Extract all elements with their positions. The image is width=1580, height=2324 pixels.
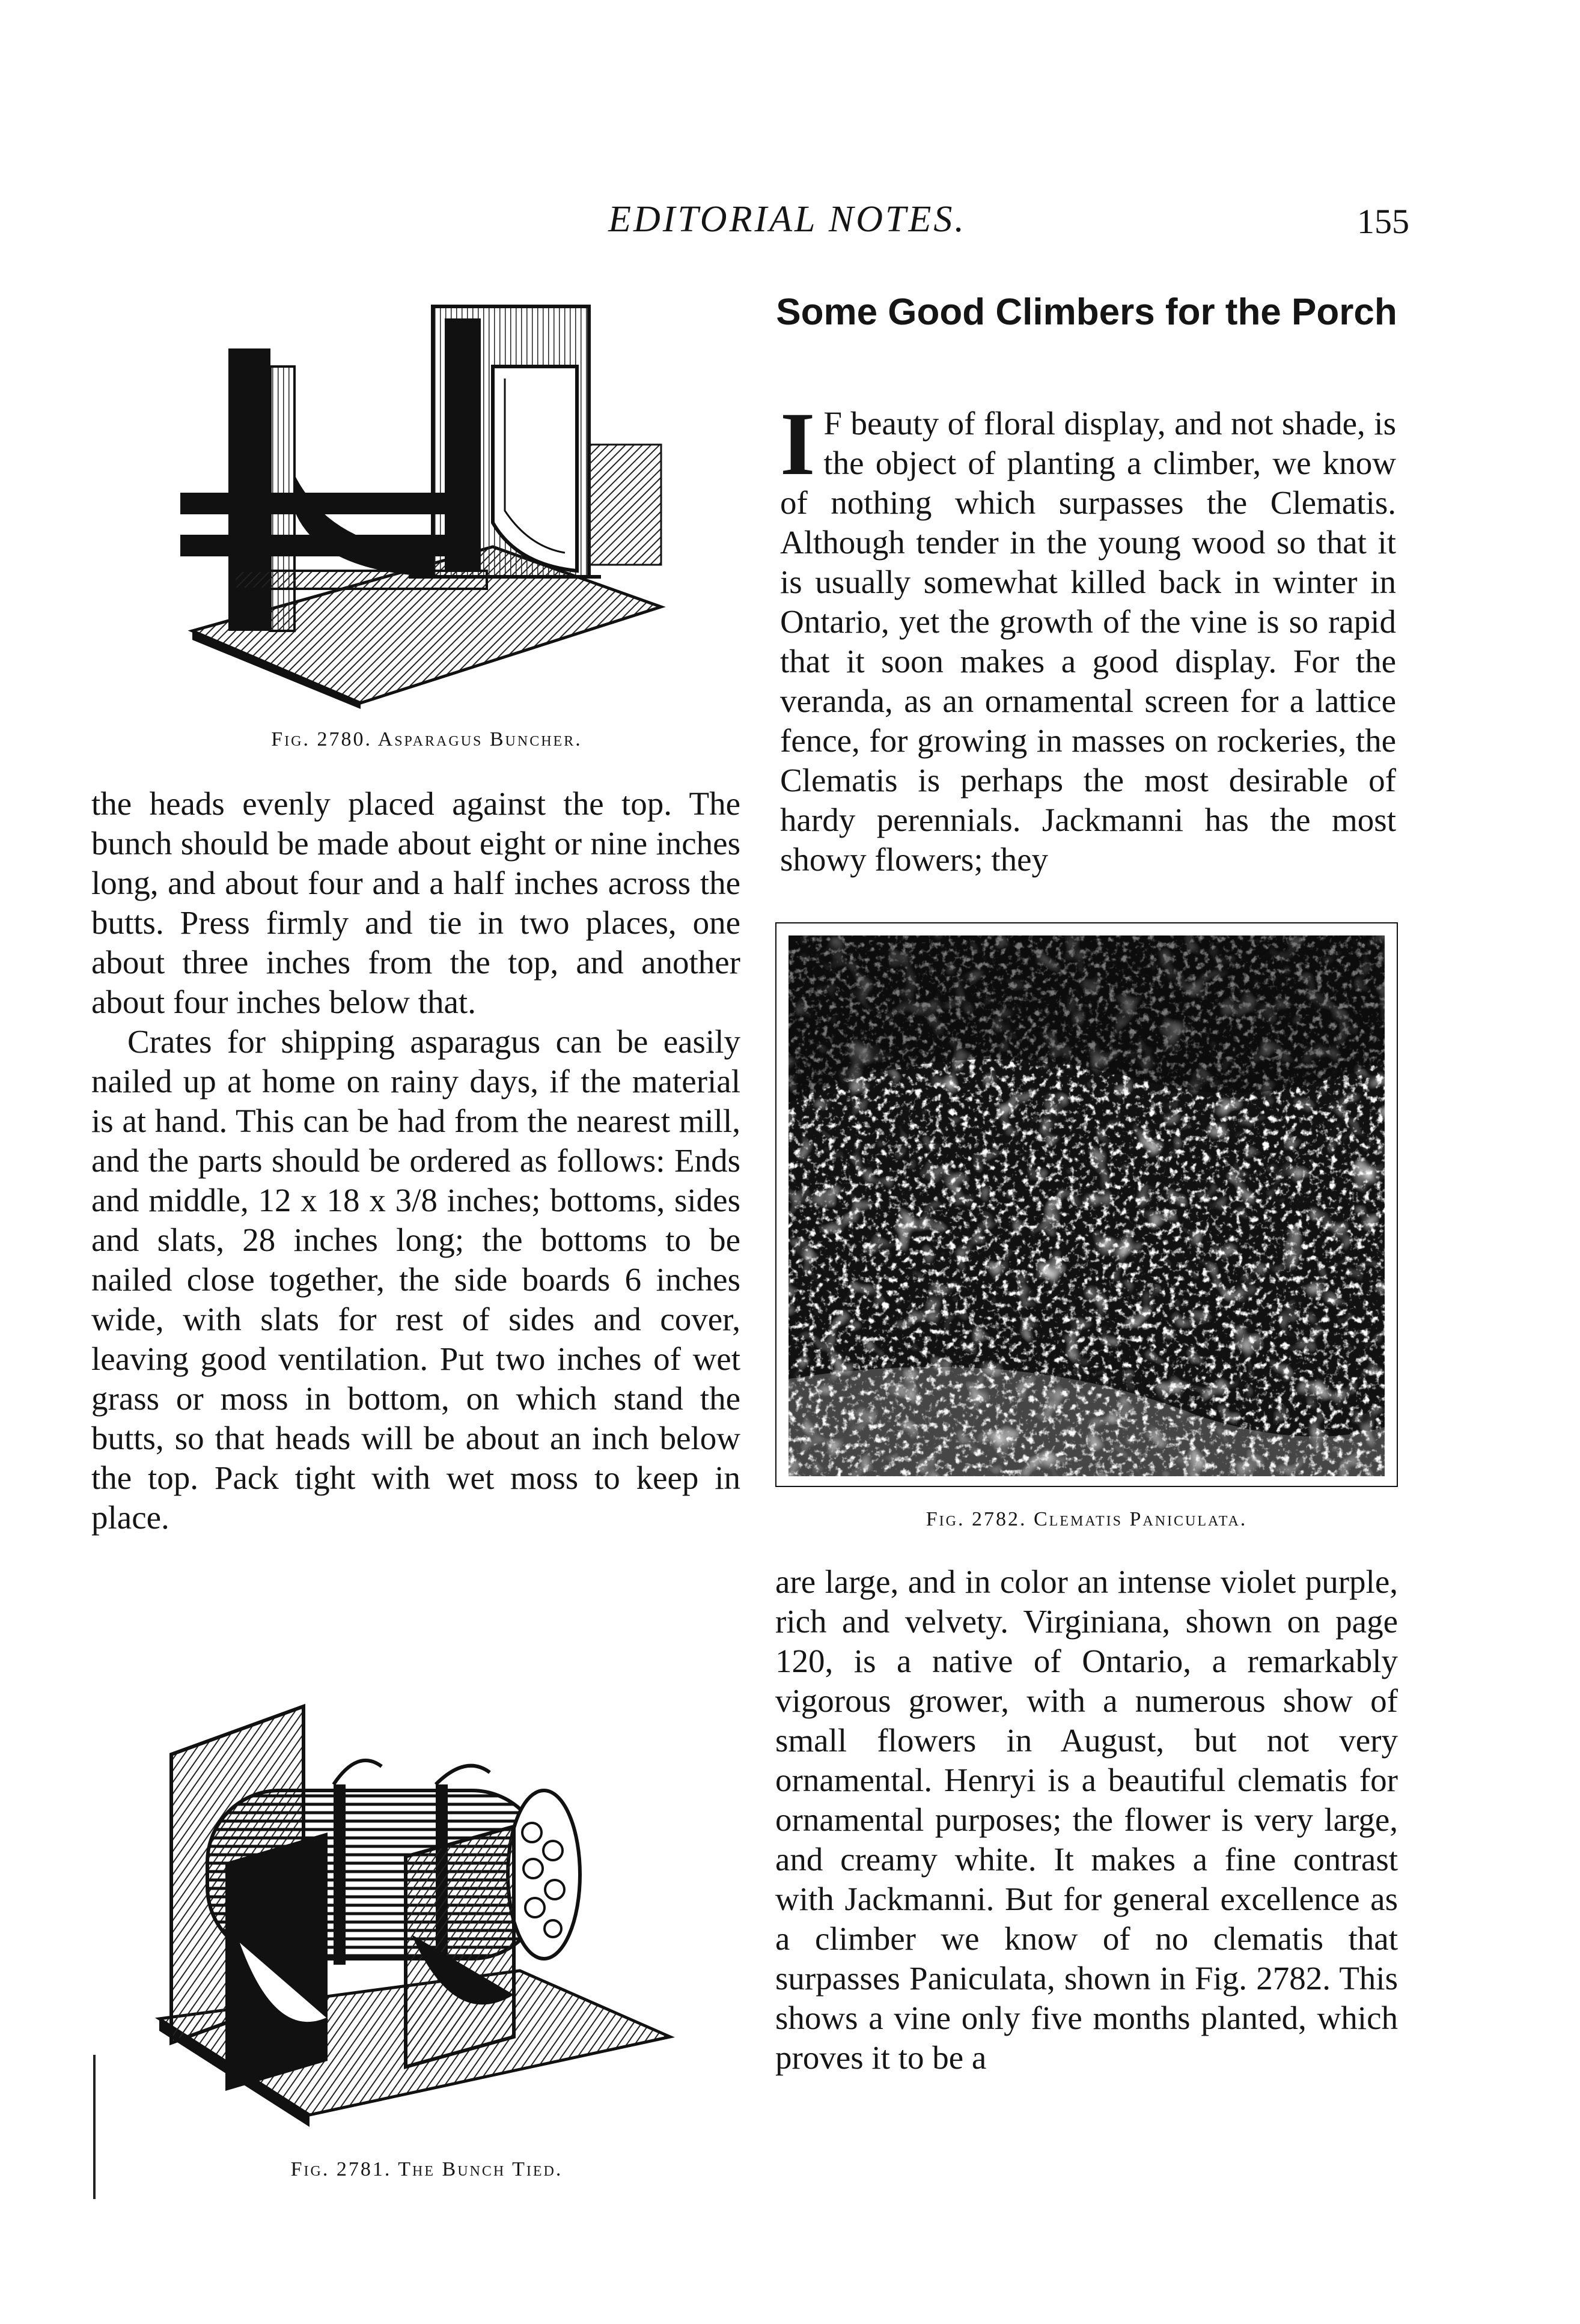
- figure-caption: Fig. 2780. Asparagus Buncher.: [271, 728, 582, 750]
- paragraph: are large, and in color an intense violet purple, rich and velvety. Virginiana, shown on page 120, is a native of Ontario, a remarkably vigorous grower, with a numerous show of small flowers in August, but not very ornamental. Henryi is a beautiful clematis for ornamental purposes; the flower is very large, and creamy white. It makes a fine contrast with Jackmanni. But for general excellence as a climber we know of no clematis that surpasses Paniculata, shown in Fig. 2782. This shows a vine only five months planted, which proves it to be a: [775, 1563, 1398, 2076]
- margin-line: [93, 2055, 96, 2199]
- tied-bunch-engraving-icon: [153, 1682, 694, 2133]
- article-title: Some Good Climbers for the Porch: [776, 291, 1397, 333]
- figure-caption: Fig. 2782. Clematis Paniculata.: [926, 1508, 1248, 1530]
- article-opening: F beauty of floral display, and not shade, is the object of planting a climber, we know of nothing which surpasses the Clematis. Although tender in the young wood so that it is usually somewhat killed back in winter in Ontario, yet the growth of the vine is so rapid that it soon makes a good display. For the veranda, as an ornamental screen for a lattice fence, for growing in masses on rockeries, the Clematis is perhaps the most desirable of hardy perennials. Jackmanni has the most showy flowers; they: [780, 405, 1396, 878]
- asparagus-buncher-engraving-icon: [180, 294, 673, 709]
- left-column-text: [91, 784, 740, 1538]
- running-head: EDITORIAL NOTES.: [608, 199, 966, 240]
- paragraph: Crates for shipping asparagus can be easily nailed up at home on rainy days, if the material is at hand. This can be had from the nearest mill, and the parts should be ordered as follows: Ends and middle, 12 x 18 x 3/8 inches; bottoms, sides and slats, 28 inches long; the bottoms to be nailed close together, the side boards 6 inches wide, with slats for rest of sides and cover, leaving good ventilation. Put two inches of wet grass or moss in bottom, on which stand the butts, so that heads will be about an inch below the top. Pack tight with wet moss to keep in place.: [91, 1023, 740, 1536]
- paragraph: the heads evenly placed against the top. The bunch should be made about eight or nine inches long, and about four and a half inches across the butts. Press firmly and tie in two places, one about three inches from the top, and another about four inches below that.: [91, 785, 740, 1020]
- article-body-top: [780, 394, 1396, 880]
- page-number: 155: [1357, 202, 1409, 241]
- paragraph: [780, 394, 1396, 880]
- clematis-photograph-icon: [775, 922, 1398, 1487]
- figure-caption: Fig. 2781. The Bunch Tied.: [290, 2158, 563, 2180]
- article-body-bottom: [775, 1562, 1398, 2078]
- drop-cap: I: [780, 394, 816, 494]
